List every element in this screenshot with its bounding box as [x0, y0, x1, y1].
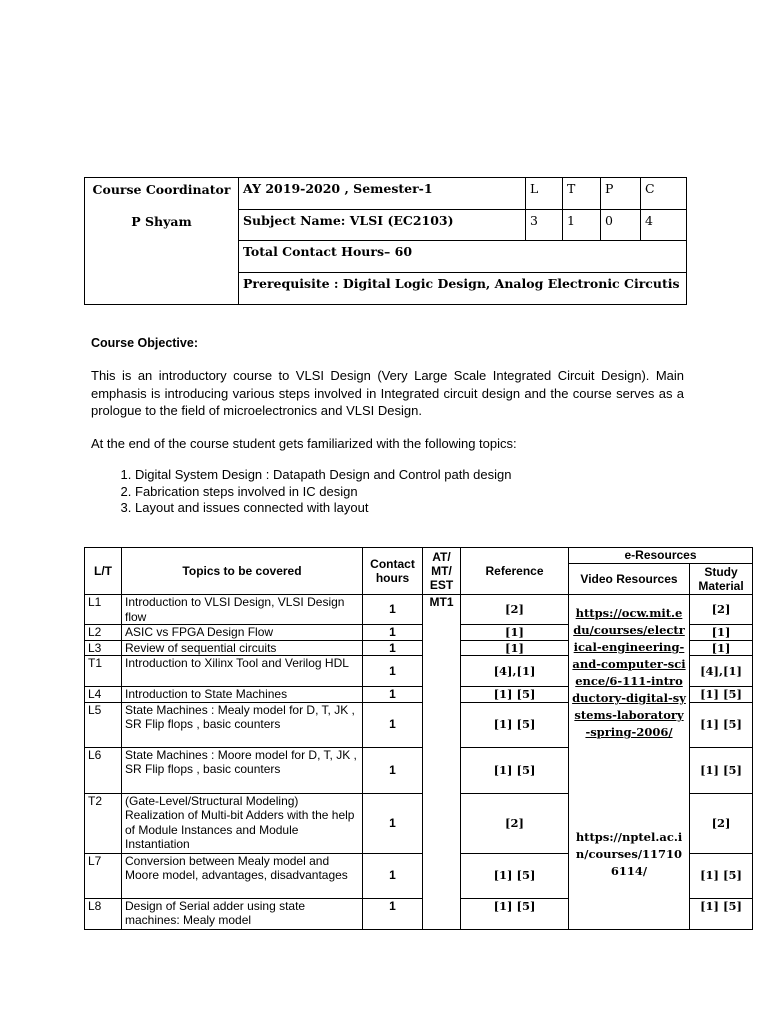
- row-study-material: [1] [5]: [690, 687, 753, 703]
- row-hours: 1: [363, 640, 423, 656]
- row-lt: L6: [85, 747, 122, 793]
- row-lt: L8: [85, 898, 122, 929]
- c-value: 4: [641, 210, 687, 241]
- row-study-material: [1] [5]: [690, 747, 753, 793]
- row-reference: [1]: [461, 640, 569, 656]
- video-resources-cell: [569, 595, 690, 930]
- nptel-link[interactable]: https://nptel.ac.in/courses/117106114/: [575, 830, 683, 878]
- total-contact-hours: Total Contact Hours– 60: [239, 241, 687, 273]
- row-study-material: [1] [5]: [690, 853, 753, 898]
- header-at-mt-est: AT/ MT/ EST: [423, 548, 461, 595]
- row-reference: [1] [5]: [461, 702, 569, 747]
- row-hours: 1: [363, 702, 423, 747]
- header-contact-hours: Contact hours: [363, 548, 423, 595]
- objective-topic-list: [91, 467, 512, 517]
- row-topic: Design of Serial adder using state machines: Mealy model: [122, 898, 363, 929]
- row-topic: Introduction to VLSI Design, VLSI Design flow: [122, 595, 363, 625]
- row-lt: L2: [85, 625, 122, 641]
- row-hours: 1: [363, 625, 423, 641]
- coordinator-cell: [85, 178, 239, 305]
- row-reference: [1] [5]: [461, 747, 569, 793]
- l-label: L: [526, 178, 563, 210]
- row-study-material: [2]: [690, 793, 753, 853]
- row-hours: 1: [363, 656, 423, 687]
- header-video-resources: Video Resources: [569, 564, 690, 595]
- row-study-material: [1] [5]: [690, 898, 753, 929]
- list-item: 1. Digital System Design : Datapath Design and Control path design: [135, 467, 512, 484]
- header-topics: Topics to be covered: [122, 548, 363, 595]
- row-reference: [1] [5]: [461, 853, 569, 898]
- row-study-material: [1]: [690, 640, 753, 656]
- c-label: C: [641, 178, 687, 210]
- row-study-material: [1] [5]: [690, 702, 753, 747]
- row-hours: 1: [363, 898, 423, 929]
- header-reference: Reference: [461, 548, 569, 595]
- row-topic: (Gate-Level/Structural Modeling) Realization of Multi-bit Adders with the help of Module Instances and Module Instantiation: [122, 793, 363, 853]
- row-hours: 1: [363, 853, 423, 898]
- row-hours: 1: [363, 687, 423, 703]
- row-topic: State Machines : Moore model for D, T, JK , SR Flip flops , basic counters: [122, 747, 363, 793]
- row-lt: L7: [85, 853, 122, 898]
- row-topic: Conversion between Mealy model and Moore model, advantages, disadvantages: [122, 853, 363, 898]
- row-hours: 1: [363, 595, 423, 625]
- row-topic: Review of sequential circuits: [122, 640, 363, 656]
- list-item: 3. Layout and issues connected with layout: [135, 500, 512, 517]
- row-lt: L5: [85, 702, 122, 747]
- subject-name: Subject Name: VLSI (EC2103): [239, 210, 526, 241]
- row-hours: 1: [363, 793, 423, 853]
- row-reference: [1] [5]: [461, 898, 569, 929]
- row-topic: State Machines : Mealy model for D, T, JK , SR Flip flops , basic counters: [122, 702, 363, 747]
- list-item: 2. Fabrication steps involved in IC design: [135, 484, 512, 501]
- row-reference: [4],[1]: [461, 656, 569, 687]
- header-study-material: Study Material: [690, 564, 753, 595]
- academic-year: AY 2019-2020 , Semester-1: [239, 178, 526, 210]
- row-reference: [1]: [461, 625, 569, 641]
- course-objective-heading: Course Objective:: [91, 336, 198, 350]
- row-lt: L3: [85, 640, 122, 656]
- row-lt: T1: [85, 656, 122, 687]
- row-reference: [2]: [461, 793, 569, 853]
- l-value: 3: [526, 210, 563, 241]
- at-mt-est-value: MT1: [423, 595, 461, 930]
- t-label: T: [563, 178, 601, 210]
- course-objective-paragraph: This is an introductory course to VLSI Design (Very Large Scale Integrated Circuit Design). Main emphasis is introducing various steps involved in Integrated circuit design and the course serves as a prologue to the field of microelectronics and VLSI Design.: [91, 368, 684, 418]
- coordinator-label: Course Coordinator: [92, 182, 231, 197]
- row-topic: Introduction to State Machines: [122, 687, 363, 703]
- course-info-table: [84, 177, 687, 305]
- row-reference: [2]: [461, 595, 569, 625]
- row-topic: Introduction to Xilinx Tool and Verilog HDL: [122, 656, 363, 687]
- row-hours: 1: [363, 747, 423, 793]
- header-e-resources: e-Resources: [569, 548, 753, 564]
- prerequisite: Prerequisite : Digital Logic Design, Analog Electronic Circutis: [239, 273, 687, 305]
- p-value: 0: [601, 210, 641, 241]
- row-study-material: [1]: [690, 625, 753, 641]
- lecture-plan-table: [84, 547, 753, 930]
- coordinator-name: P Shyam: [131, 214, 192, 229]
- row-study-material: [2]: [690, 595, 753, 625]
- row-reference: [1] [5]: [461, 687, 569, 703]
- mit-ocw-link[interactable]: https://ocw.mit.edu/courses/electrical-engineering-and-computer-science/6-111-introductory-digital-systems-laboratory-spring-2006/: [572, 606, 686, 739]
- header-lt: L/T: [85, 548, 122, 595]
- p-label: P: [601, 178, 641, 210]
- course-objective-intro: At the end of the course student gets familiarized with the following topics:: [91, 436, 517, 451]
- row-topic: ASIC vs FPGA Design Flow: [122, 625, 363, 641]
- t-value: 1: [563, 210, 601, 241]
- row-study-material: [4],[1]: [690, 656, 753, 687]
- row-lt: L4: [85, 687, 122, 703]
- row-lt: L1: [85, 595, 122, 625]
- row-lt: T2: [85, 793, 122, 853]
